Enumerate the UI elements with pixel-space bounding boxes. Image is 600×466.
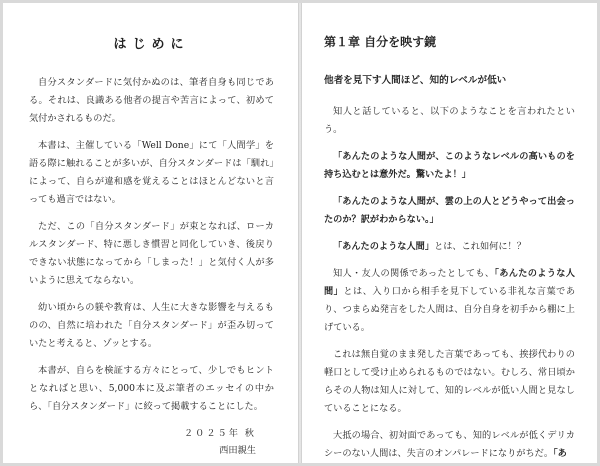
quote-paragraph: 「あんたのような人間が、このようなレベルの高いものを持ち込むとは意外だ。驚いたよ！」 [324,151,575,180]
text-span: 大抵の場合、初対面であっても、知的レベルが低くデリカシーのない人間は、失言のオンパレードになりがちだ。 [324,430,575,459]
preface-title: はじめに [113,37,190,52]
body-paragraph: これは無自覚のまま発した言葉であっても、挨拶代わりの軽口として受け止められるものではない。むしろ、常日頃からその人物は知人に対して、知的レベルが低い人間と見なしていることになる。 [324,349,575,414]
preface-paragraph: 自分スタンダードに気付かぬのは、筆者自身も同じである。それは、良識ある他者の提言や苦言によって、初めて気付かされるものだ。 [29,77,274,124]
bold-phrase: 「あんたのような人間」 [333,241,435,252]
text-span: とは、入り口から相手を見下している非礼な言葉であり、つまらぬ発言をした人間は、自分自身を初手から棚に上げている。 [324,286,576,333]
preface-paragraph: ただ、この「自分スタンダード」が束となれば、ローカルスタンダード、特に悪しき慣習と同化していき、後戻りできない状態になってから「しまった！」と気付く人が多いように思えてならない。 [29,221,274,286]
body-paragraph: 知人と話していると、以下のようなことを言われたという。 [324,106,575,135]
body-paragraph [324,427,575,463]
body-paragraph [324,238,575,256]
text-span: 知人・友人の関係であったとしても、 [333,268,495,279]
section-title: 他者を見下す人間ほど、知的レベルが低い [324,75,507,86]
quote-paragraph: 「あんたのような人間が、雲の上の人とどうやって出会ったのか？訳がわからない。」 [324,196,575,225]
preface-paragraph: 本書が、自らを検証する方々にとって、少しでもヒントとなればと思い、5,000本に及ぶ筆者のエッセイの中から、「自分スタンダード」に絞って掲載することにした。 [29,365,274,412]
text-span: とは、これ如何に！？ [434,241,526,252]
body-paragraph [324,265,575,337]
preface-paragraph: 本書は、主催している「Well Done」にて「人間学」を語る際に触れることが多いが、自分スタンダードは「馴れ」によって、自らが違和感を覚えることはほとんどないと言っても過言ではない。 [29,140,274,205]
signature-name: 西田親生 [219,445,256,456]
left-page [3,3,298,463]
right-page [302,3,597,463]
bold-phrase: 「あんたのような人間」 [324,268,575,297]
preface-paragraph: 幼い頃からの躾や教育は、人生に大きな影響を与えるものの、自然に培われた「自分スタンダード」が歪み切っていたと考えると、ゾッとする。 [29,302,274,349]
bold-phrase: 「あ [553,448,567,459]
signature-date: ２０２５年 秋 [183,428,256,439]
chapter-title: 第１章 自分を映す鏡 [324,35,437,49]
